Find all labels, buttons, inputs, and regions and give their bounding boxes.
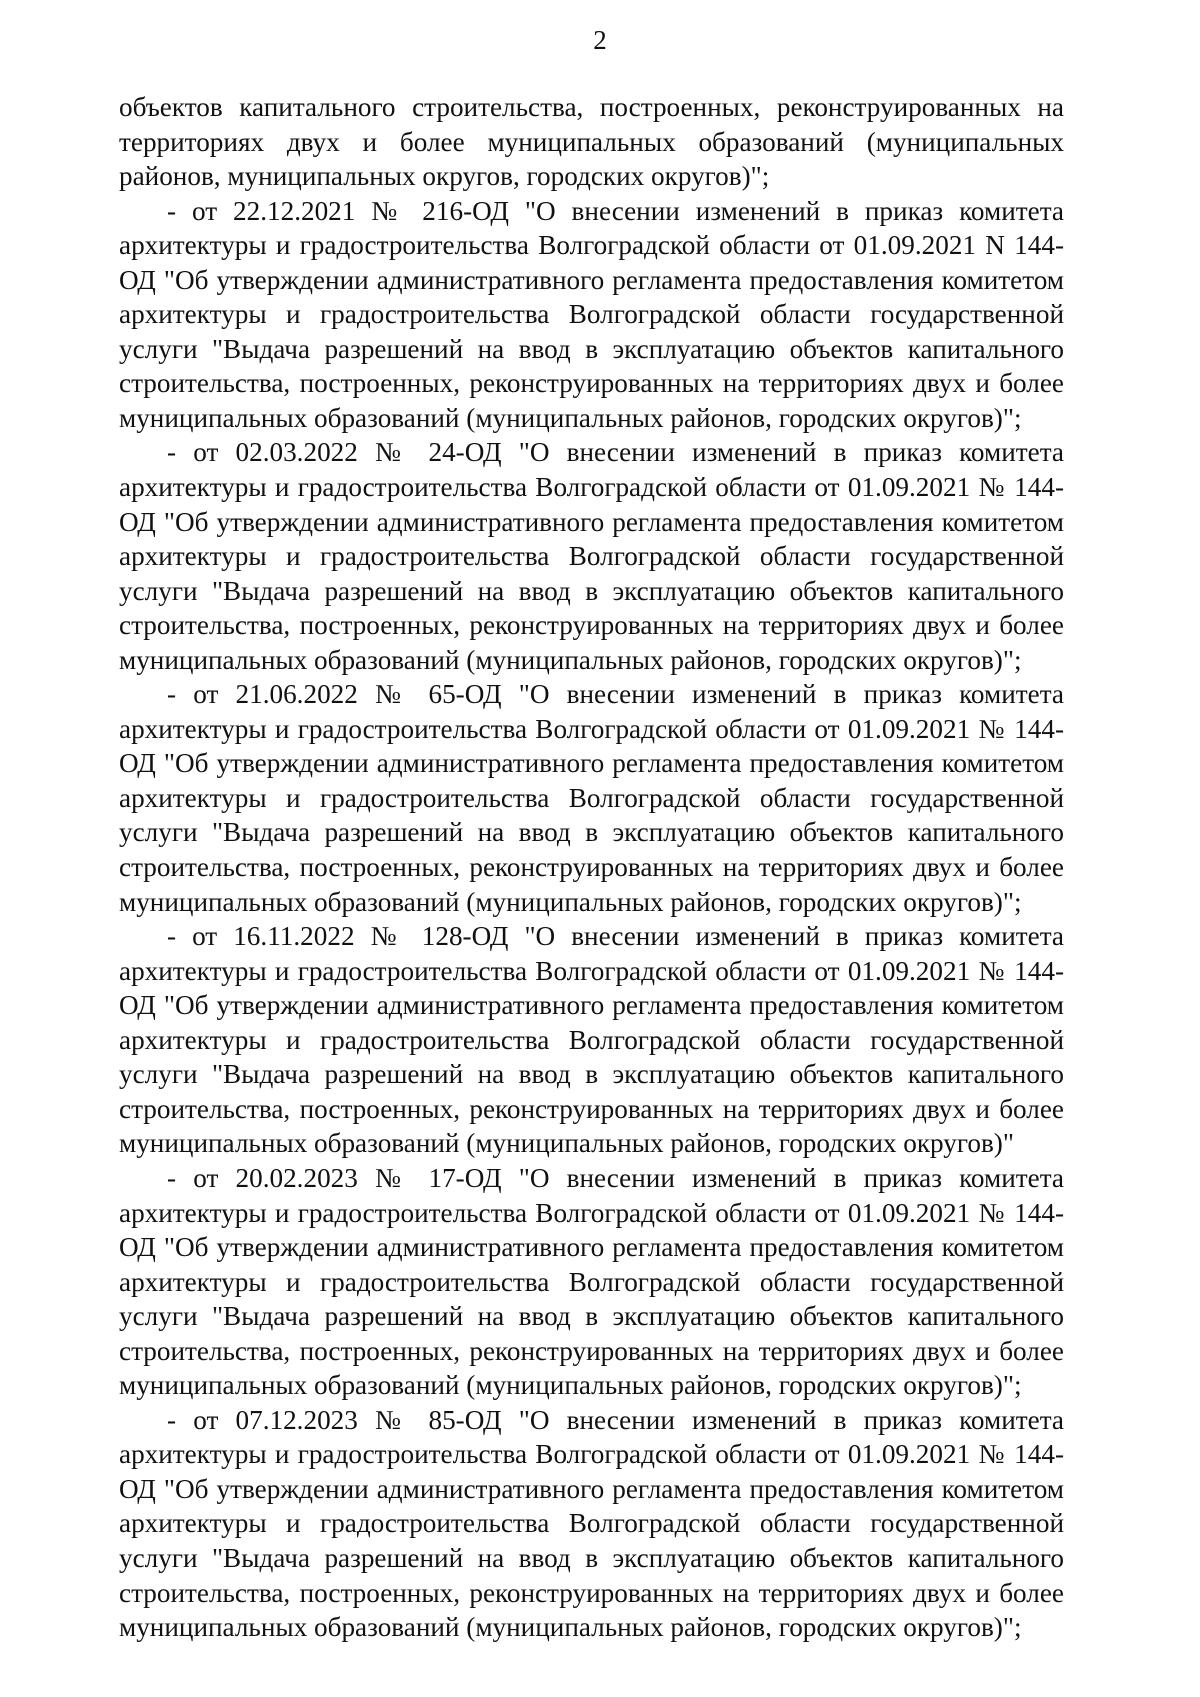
document-body <box>119 90 1064 1645</box>
order-list-item: - от 16.11.2022 № 128-ОД "О внесении изменений в приказ комитета архитектуры и градостроительства Волгоградской области от 01.09.2021 № 144-ОД "Об утверждении административного регламента предоставления комитетом архитектуры и градостроительства Волгоградской области государственной услуги "Выдача разрешений на ввод в эксплуатацию объектов капитального строительства, построенных, реконструированных на территориях двух и более муниципальных образований (муниципальных районов, городских округов)" <box>119 921 1064 1159</box>
page-number: 2 <box>593 25 607 55</box>
continuation-paragraph: объектов капитального строительства, построенных, реконструированных на территориях двух и более муниципальных образований (муниципальных районов, муниципальных округов, городских округов)"; <box>119 92 1064 192</box>
order-list-item: - от 02.03.2022 № 24-ОД "О внесении изменений в приказ комитета архитектуры и градостроительства Волгоградской области от 01.09.2021 № 144-ОД "Об утверждении административного регламента предоставления комитетом архитектуры и градостроительства Волгоградской области государственной услуги "Выдача разрешений на ввод в эксплуатацию объектов капитального строительства, построенных, реконструированных на территориях двух и более муниципальных образований (муниципальных районов, городских округов)"; <box>119 437 1064 675</box>
order-list-item: - от 20.02.2023 № 17-ОД "О внесении изменений в приказ комитета архитектуры и градостроительства Волгоградской области от 01.09.2021 № 144-ОД "Об утверждении административного регламента предоставления комитетом архитектуры и градостроительства Волгоградской области государственной услуги "Выдача разрешений на ввод в эксплуатацию объектов капитального строительства, построенных, реконструированных на территориях двух и более муниципальных образований (муниципальных районов, городских округов)"; <box>119 1162 1064 1401</box>
order-list-item: - от 07.12.2023 № 85-ОД "О внесении изменений в приказ комитета архитектуры и градостроительства Волгоградской области от 01.09.2021 № 144-ОД "Об утверждении административного регламента предоставления комитетом архитектуры и градостроительства Волгоградской области государственной услуги "Выдача разрешений на ввод в эксплуатацию объектов капитального строительства, построенных, реконструированных на территориях двух и более муниципальных образований (муниципальных районов, городских округов)"; <box>119 1404 1064 1643</box>
order-list-item: - от 21.06.2022 № 65-ОД "О внесении изменений в приказ комитета архитектуры и градостроительства Волгоградской области от 01.09.2021 № 144-ОД "Об утверждении административного регламента предоставления комитетом архитектуры и градостроительства Волгоградской области государственной услуги "Выдача разрешений на ввод в эксплуатацию объектов капитального строительства, построенных, реконструированных на территориях двух и более муниципальных образований (муниципальных районов, городских округов)"; <box>119 679 1064 917</box>
order-list-item: - от 22.12.2021 № 216-ОД "О внесении изменений в приказ комитета архитектуры и градостроительства Волгоградской области от 01.09.2021 N 144-ОД "Об утверждении административного регламента предоставления комитетом архитектуры и градостроительства Волгоградской области государственной услуги "Выдача разрешений на ввод в эксплуатацию объектов капитального строительства, построенных, реконструированных на территориях двух и более муниципальных образований (муниципальных районов, городских округов)"; <box>119 195 1064 433</box>
